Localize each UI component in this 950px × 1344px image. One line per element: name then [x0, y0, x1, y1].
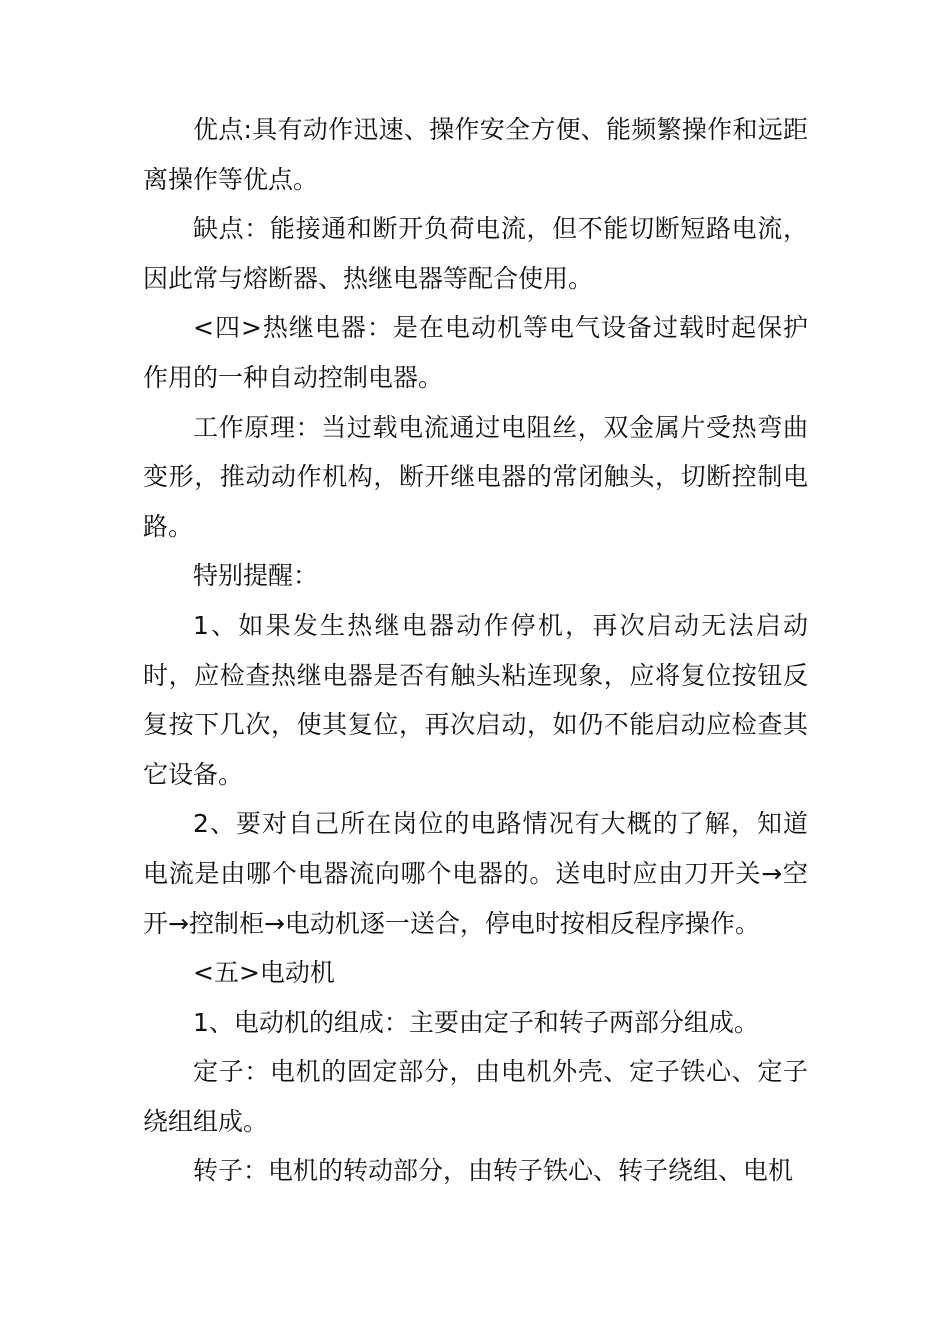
paragraph-special-reminder: 特别提醒：: [193, 561, 319, 591]
paragraph-stator: 定子：电机的固定部分，由电机外壳、定子铁心、定子绕组组成。: [143, 1057, 808, 1136]
paragraph-thermal-relay-heading: <四>热继电器：是在电动机等电气设备过载时起保护作用的一种自动控制电器。: [143, 313, 808, 392]
paragraph-motor-heading: <五>电动机: [193, 958, 335, 988]
paragraph-rotor: 转子：电机的转动部分，由转子铁心、转子绕组、电机: [193, 1156, 794, 1186]
paragraph-motor-composition: 1、电动机的组成：主要由定子和转子两部分组成。: [193, 1007, 759, 1037]
paragraph-reminder-2: 2、要对自己所在岗位的电路情况有大概的了解，知道电流是由哪个电器流向哪个电器的。送电时应由刀开关→空开→控制柜→电动机逐一送合，停电时按相反程序操作。: [143, 809, 808, 938]
paragraph-advantages: 优点:具有动作迅速、操作安全方便、能频繁操作和远距离操作等优点。: [143, 115, 808, 194]
paragraph-reminder-1: 1、如果发生热继电器动作停机，再次启动无法启动时，应检查热继电器是否有触头粘连现象，应将复位按钮反复按下几次，使其复位，再次启动，如仍不能启动应检查其它设备。: [143, 610, 808, 789]
paragraph-working-principle: 工作原理：当过载电流通过电阻丝，双金属片受热弯曲变形，推动动作机构，断开继电器的常闭触头，切断控制电路。: [143, 412, 808, 541]
paragraph-disadvantages: 缺点：能接通和断开负荷电流，但不能切断短路电流，因此常与熔断器、热继电器等配合使用。: [143, 214, 808, 293]
document-body: [143, 105, 808, 1196]
